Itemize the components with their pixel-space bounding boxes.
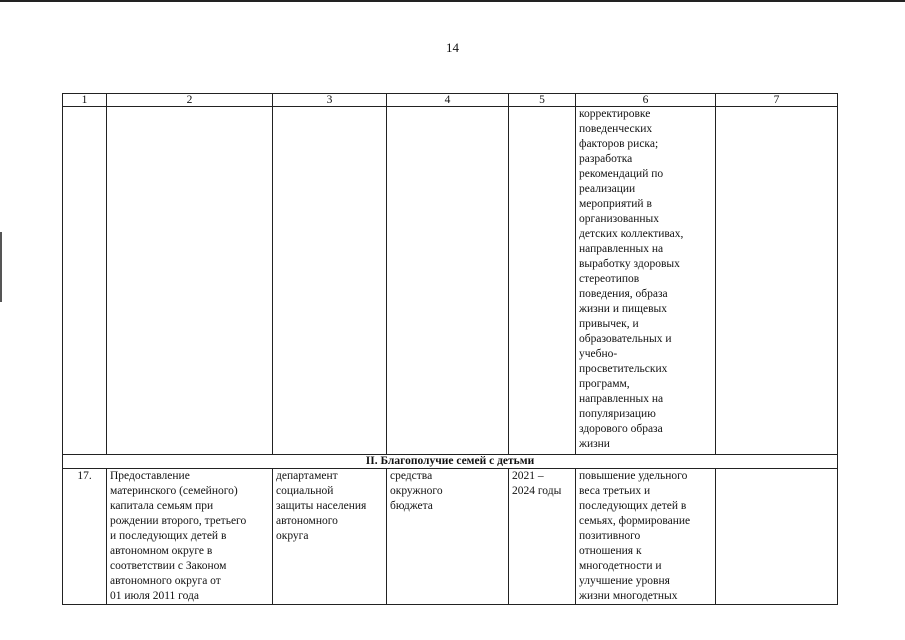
- cell-continued-1: [63, 107, 107, 455]
- header-cell-5: 5: [509, 94, 576, 107]
- cell-17-result-text: повышение удельного веса третьих и последующих детей в семьях, формирование позитивного отношения к многодетности и улучшение уровня жизни многодетных: [579, 470, 691, 602]
- cell-17-executor-text: департамент социальной защиты населения автономного округа: [276, 470, 367, 542]
- table-row-continued: [63, 107, 838, 455]
- section-row: [63, 455, 838, 469]
- header-cell-7: 7: [716, 94, 838, 107]
- cell-continued-2: [107, 107, 273, 455]
- cell-17-measure-text: Предоставление материнского (семейного) капитала семьям при рождении второго, третьего и последующих детей в автономном округе в соответствии с Законом автономного округа от 01 июля 2011 года: [110, 470, 247, 602]
- cell-continued-4: [387, 107, 509, 455]
- header-cell-4: 4: [387, 94, 509, 107]
- page-number: 14: [446, 40, 459, 55]
- header-cell-6: 6: [576, 94, 716, 107]
- cell-17-executor: [273, 469, 387, 605]
- cell-continued-3: [273, 107, 387, 455]
- table-row-17: [63, 469, 838, 605]
- cell-17-measure: [107, 469, 273, 605]
- cell-continued-6-text: корректировке поведенческих факторов риска; разработка рекомендаций по реализации мероприятий в организованных детских коллективах, направленных на выработку здоровых стереотипов поведения, образа жизни и пищевых привычек, и образовательных и учебно- просветительских программ, направленных на популяризацию здорового образа жизни: [579, 108, 684, 450]
- cell-continued-5: [509, 107, 576, 455]
- scan-edge-left: [0, 232, 2, 302]
- table-header-row: [63, 94, 838, 107]
- cell-continued-7: [716, 107, 838, 455]
- cell-17-funding-text: средства окружного бюджета: [390, 470, 443, 512]
- cell-17-result: [576, 469, 716, 605]
- header-cell-2: 2: [107, 94, 273, 107]
- cell-17-number: 17.: [63, 469, 107, 605]
- cell-17-period: [509, 469, 576, 605]
- cell-17-period-text: 2021 – 2024 годы: [512, 470, 562, 497]
- header-cell-3: 3: [273, 94, 387, 107]
- cell-continued-6: [576, 107, 716, 455]
- section-title: II. Благополучие семей с детьми: [63, 455, 838, 469]
- header-cell-1: 1: [63, 94, 107, 107]
- scan-edge-top: [0, 0, 905, 2]
- cell-17-col7: [716, 469, 838, 605]
- cell-17-funding: [387, 469, 509, 605]
- measures-table: [62, 93, 838, 605]
